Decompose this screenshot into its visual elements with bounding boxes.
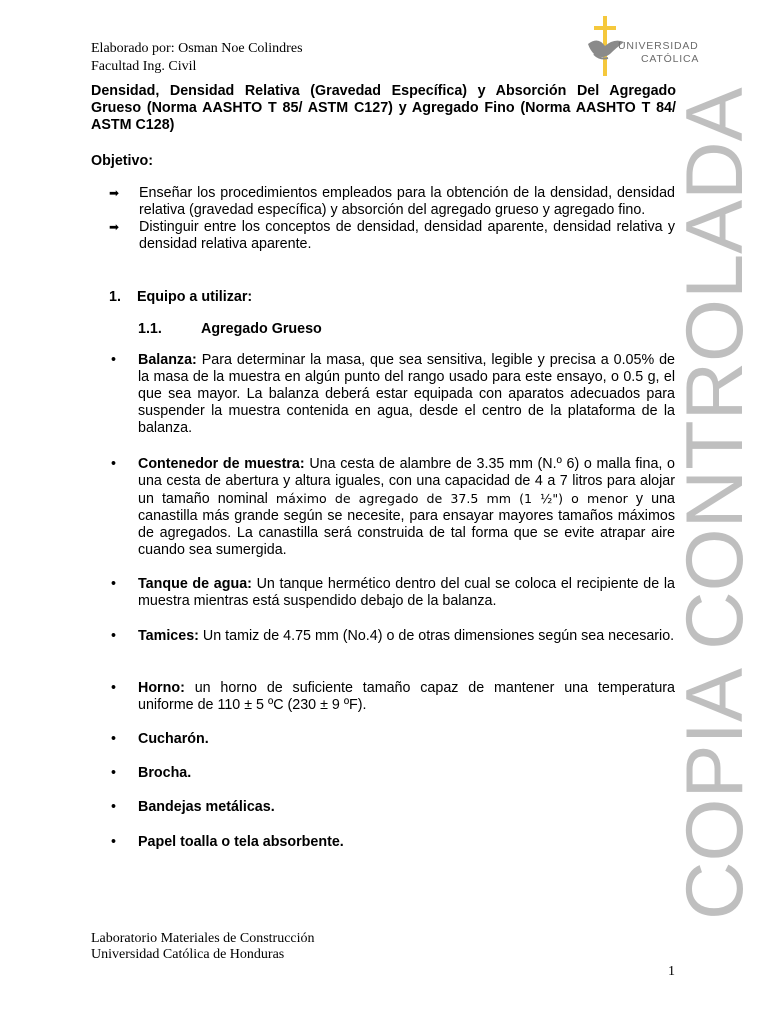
section-heading bbox=[109, 289, 252, 305]
list-item bbox=[109, 680, 675, 714]
equipment-desc: Para determinar la masa, que sea sensitiva, legible y precisa a 0.05% de la masa de la muestra en algún punto del rango usado para este ensayo, o 0.5 g, el que sea mayor. La balanza deberá estar equipada con aparatos adecuados para suspender la muestra contenida en agua, desde el centro de la plataforma de la balanza. bbox=[138, 352, 675, 436]
subsection-title: Agregado Grueso bbox=[201, 321, 322, 337]
footer-lab: Laboratorio Materiales de Construcción bbox=[91, 931, 315, 946]
equipment-name: Balanza: bbox=[138, 352, 197, 368]
equipment-name: Papel toalla o tela absorbente. bbox=[138, 834, 344, 850]
equipment-desc: Un tamiz de 4.75 mm (No.4) o de otras dimensiones según sea necesario. bbox=[198, 628, 675, 644]
author-line: Elaborado por: Osman Noe Colindres bbox=[91, 41, 303, 56]
university-logo bbox=[580, 14, 720, 84]
equipment-name: Brocha. bbox=[138, 765, 192, 781]
arrow-right-icon: ➡ bbox=[109, 186, 120, 200]
list-item bbox=[109, 731, 675, 748]
section-title: Equipo a utilizar: bbox=[137, 289, 253, 305]
list-item bbox=[109, 799, 675, 816]
list-item bbox=[109, 219, 675, 253]
page-number: 1 bbox=[668, 964, 675, 979]
equipment-desc: un horno de suficiente tamaño capaz de mantener una temperatura uniforme de 110 ± 5 ºC (230 ± 9 ºF). bbox=[138, 680, 675, 713]
equipment-name: Tamices: bbox=[138, 628, 199, 644]
equipment-name: Tanque de agua: bbox=[138, 576, 252, 592]
logo-line2: CATÓLICA bbox=[641, 53, 700, 65]
list-item bbox=[109, 628, 675, 645]
objective-text: Enseñar los procedimientos empleados para la obtención de la densidad, densidad relativa (gravedad específica) y absorción del agregado grueso y agregado fino. bbox=[139, 185, 675, 218]
equipment-desc: Un tanque hermético dentro del cual se coloca el recipiente de la muestra mientras está suspendido debajo de la balanza. bbox=[138, 576, 675, 609]
equipment-name: Cucharón. bbox=[138, 731, 209, 747]
footer-university: Universidad Católica de Honduras bbox=[91, 947, 285, 962]
bullet-icon: • bbox=[111, 765, 117, 781]
subsection-heading bbox=[138, 321, 322, 337]
equipment-desc: y una canastilla más grande según se necesite, para ensayar mayores tamaños máximos de agregados. La canastilla será construida de tal forma que se evite atrapar aire cuando sea sumergida. bbox=[138, 491, 675, 558]
subsection-number: 1.1. bbox=[138, 321, 162, 337]
equipment-name: Bandejas metálicas. bbox=[138, 799, 275, 815]
controlled-copy-watermark: COPIA CONTROLADA bbox=[670, 87, 760, 920]
list-item bbox=[109, 834, 675, 851]
equipment-desc: Una cesta de alambre de 3.35 mm (N.º 6) o malla fina, o una cesta de abertura y altura iguales, con una capacidad de 4 a 7 litros para alojar un tamaño nominal bbox=[138, 456, 675, 507]
bullet-icon: • bbox=[111, 799, 117, 815]
equipment-desc-inset: máximo de agregado de 37.5 mm (1 ½") o menor bbox=[275, 491, 628, 506]
document-header bbox=[91, 40, 303, 76]
list-item bbox=[109, 456, 675, 559]
faculty-line: Facultad Ing. Civil bbox=[91, 59, 197, 74]
equipment-name: Horno: bbox=[138, 680, 185, 696]
bullet-icon: • bbox=[111, 576, 117, 592]
list-item bbox=[109, 765, 675, 782]
document-footer bbox=[91, 931, 315, 963]
objective-text: Distinguir entre los conceptos de densidad, densidad aparente, densidad relativa y densidad relativa aparente. bbox=[139, 219, 675, 252]
objective-list bbox=[109, 185, 675, 253]
objective-heading: Objetivo: bbox=[91, 153, 153, 169]
document-title: Densidad, Densidad Relativa (Gravedad Específica) y Absorción Del Agregado Grueso (Norma AASHTO T 85/ ASTM C127) y Agregado Fino (Norma AASHTO T 84/ ASTM C128) bbox=[91, 83, 676, 133]
arrow-right-icon: ➡ bbox=[109, 220, 120, 234]
list-item bbox=[109, 352, 675, 437]
bullet-icon: • bbox=[111, 456, 117, 472]
list-item bbox=[109, 576, 675, 610]
section-number: 1. bbox=[109, 289, 121, 305]
logo-line1: UNIVERSIDAD bbox=[618, 40, 699, 52]
bullet-icon: • bbox=[111, 352, 117, 368]
bullet-icon: • bbox=[111, 834, 117, 850]
bullet-icon: • bbox=[111, 731, 117, 747]
bullet-icon: • bbox=[111, 628, 117, 644]
equipment-name: Contenedor de muestra: bbox=[138, 456, 305, 472]
list-item bbox=[109, 185, 675, 219]
bullet-icon: • bbox=[111, 680, 117, 696]
logo-wordmark bbox=[618, 40, 699, 66]
